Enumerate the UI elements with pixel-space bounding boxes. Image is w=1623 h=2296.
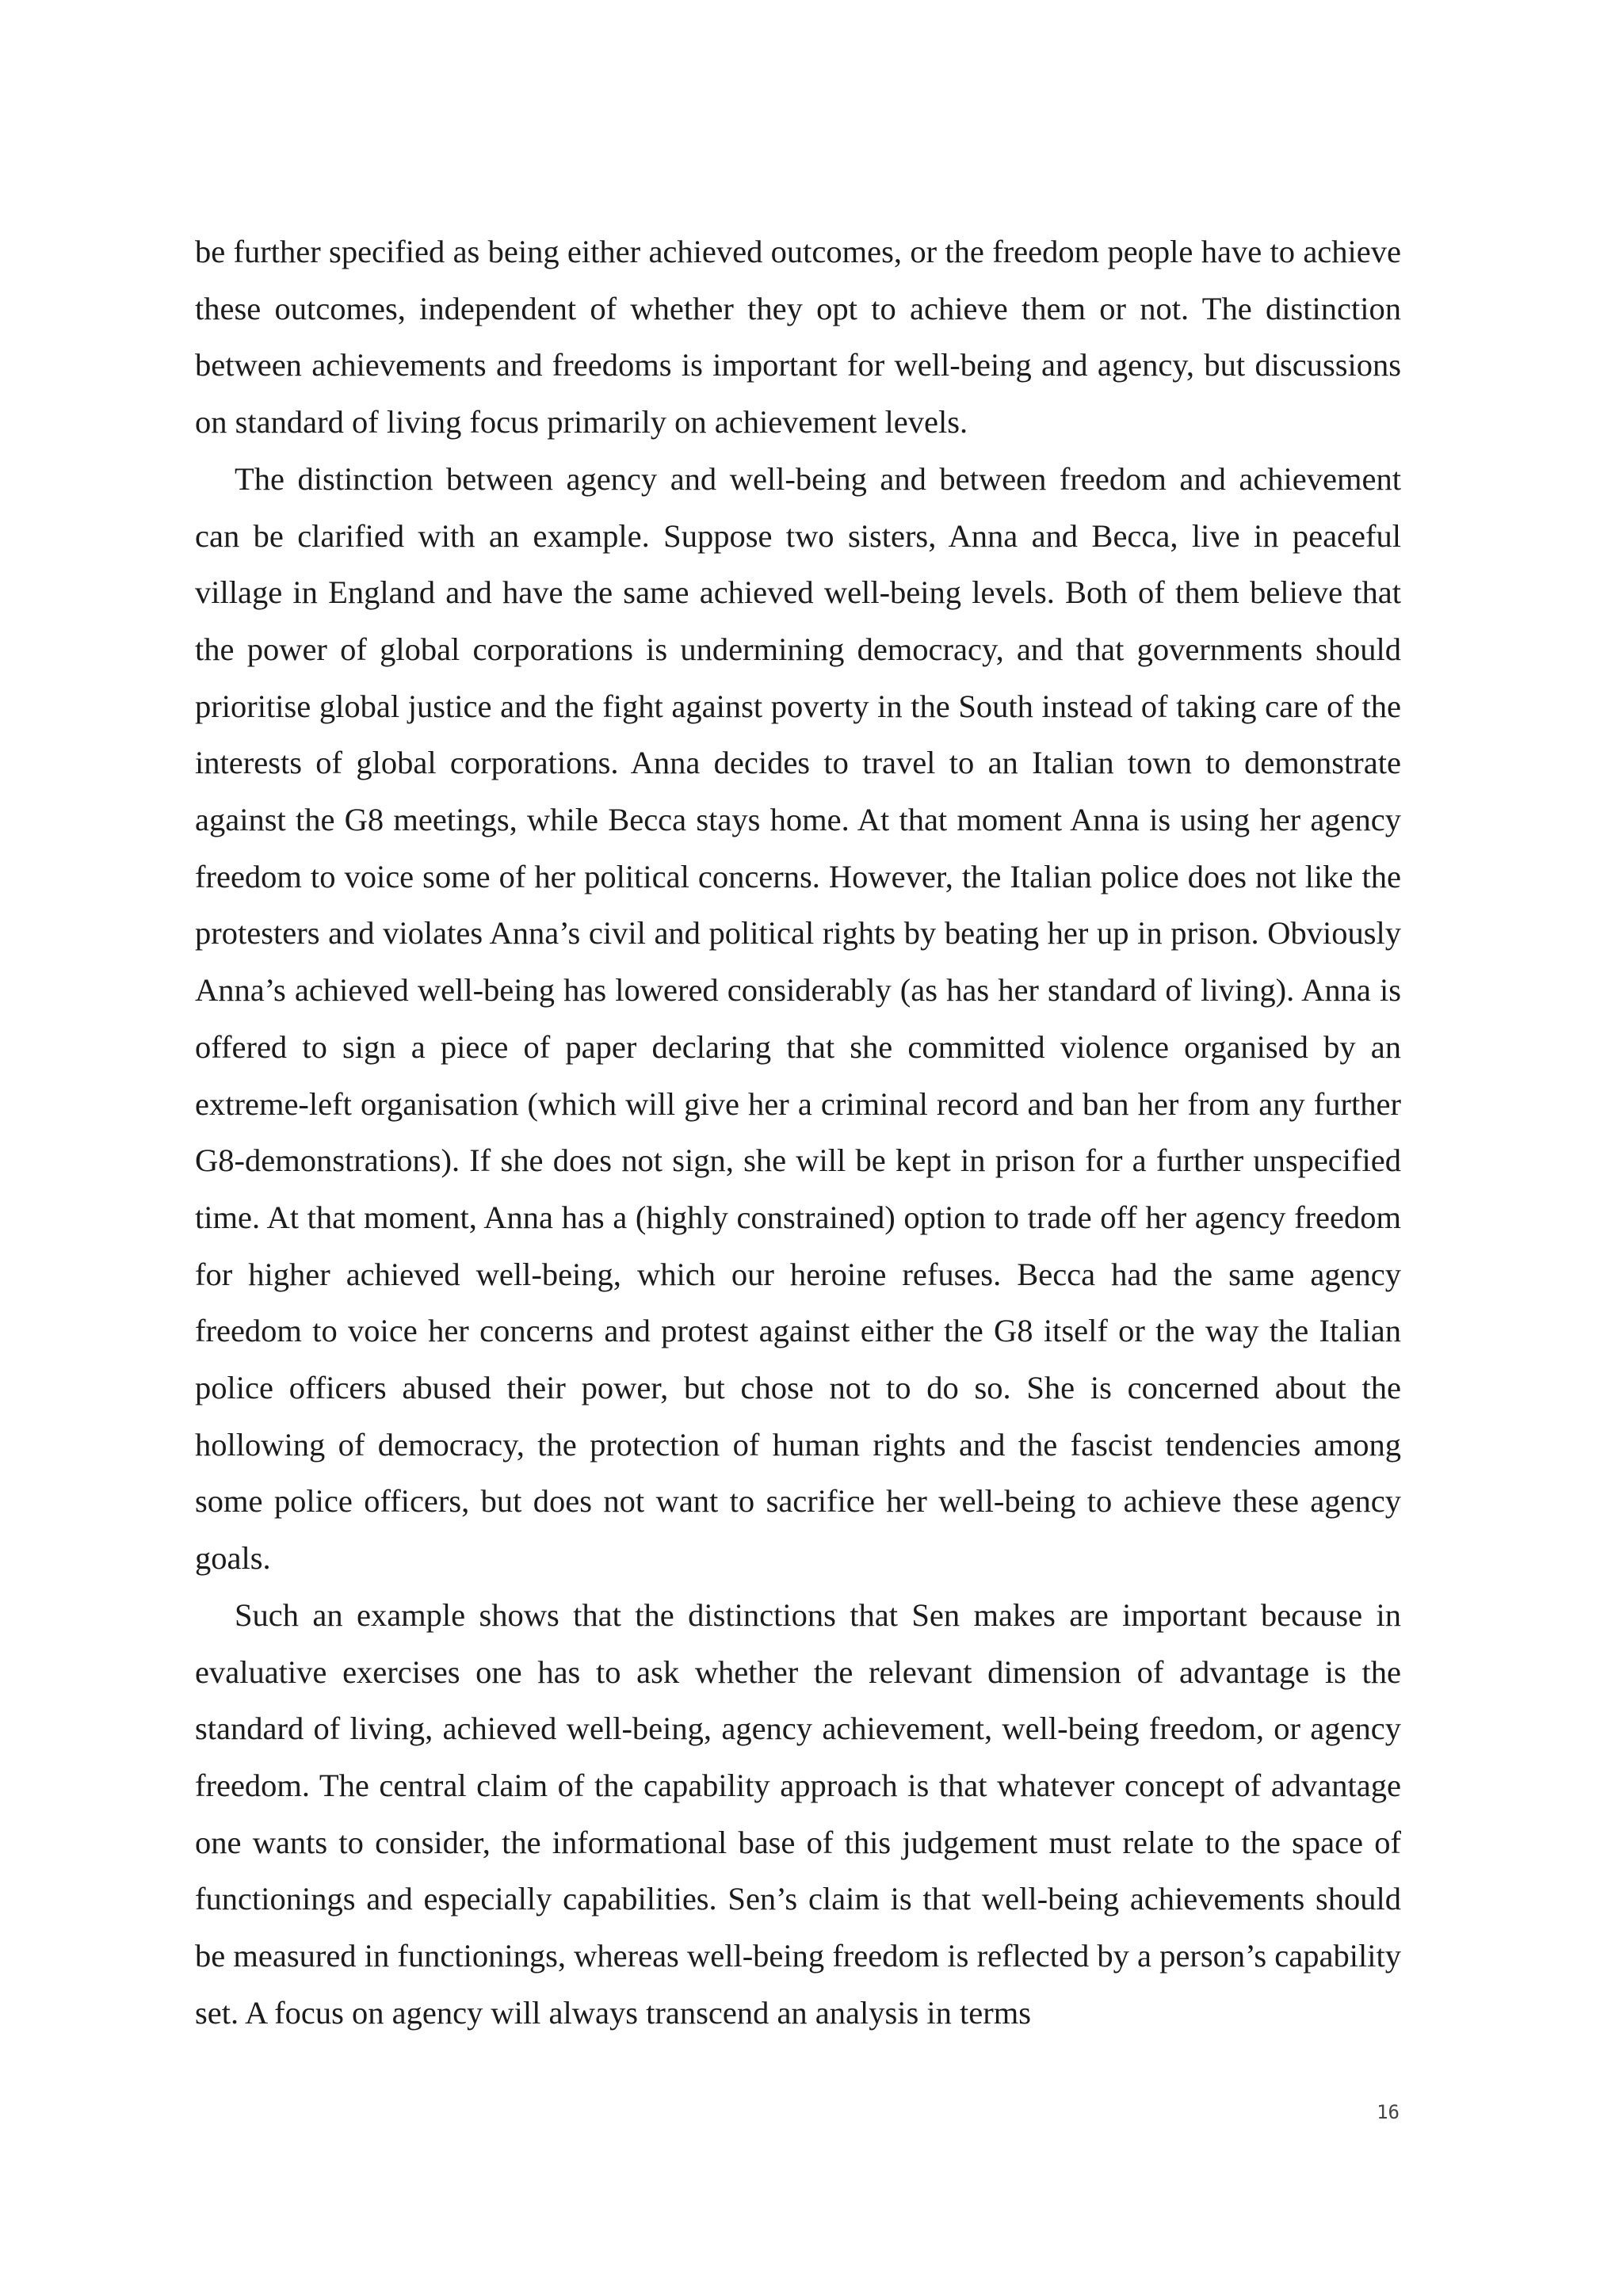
paragraph-example: The distinction between agency and well-being and between freedom and achievement can be clarified with an example. Suppose two sisters, Anna and Becca, live in peaceful village in England and have the same achieved well-being levels. Both of them believe that the power of global corporations is undermining democracy, and that governments should prioritise global justice and the fight against poverty in the South instead of taking care of the interests of global corporations. Anna decides to travel to an Italian town to demonstrate against the G8 meetings, while Becca stays home. At that moment Anna is using her agency freedom to voice some of her political concerns. However, the Italian police does not like the protesters and violates Anna’s civil and political rights by beating her up in prison. Obviously Anna’s achieved well-being has lowered considerably (as has her standard of living). Anna is offered to sign a piece of paper declaring that she committed violence organised by an extreme-left organisation (which will give her a criminal record and ban her from any further G8-demonstrations). If she does not sign, she will be kept in prison for a further unspecified time. At that moment, Anna has a (highly constrained) option to trade off her agency freedom for higher achieved well-being, which our heroine refuses. Becca had the same agency freedom to voice her concerns and protest against either the G8 itself or the way the Italian police officers abused their power, but chose not to do so. She is concerned about the hollowing of democracy, the protection of human rights and the fascist tendencies among some police officers, but does not want to sacrifice her well-being to achieve these agency goals.	[195, 460, 1401, 1577]
body-text	[195, 223, 1401, 2042]
paragraph-continuation: be further specified as being either achieved outcomes, or the freedom people have to achieve these outcomes, independent of whether they opt to achieve them or not. The distinction between achievements and freedoms is important for well-being and agency, but discussions on standard of living focus primarily on achievement levels.	[195, 234, 1401, 441]
page-number: 16	[1377, 2101, 1400, 2123]
paragraph-evaluation: Such an example shows that the distinctions that Sen makes are important because in evaluative exercises one has to ask whether the relevant dimension of advantage is the standard of living, achieved well-being, agency achievement, well-being freedom, or agency freedom. The central claim of the capability approach is that whatever concept of advantage one wants to consider, the informational base of this judgement must relate to the space of functionings and especially capabilities. Sen’s claim is that well-being achievements should be measured in functionings, whereas well-being freedom is reflected by a person’s capability set. A focus on agency will always transcend an analysis in terms	[195, 1596, 1401, 2031]
